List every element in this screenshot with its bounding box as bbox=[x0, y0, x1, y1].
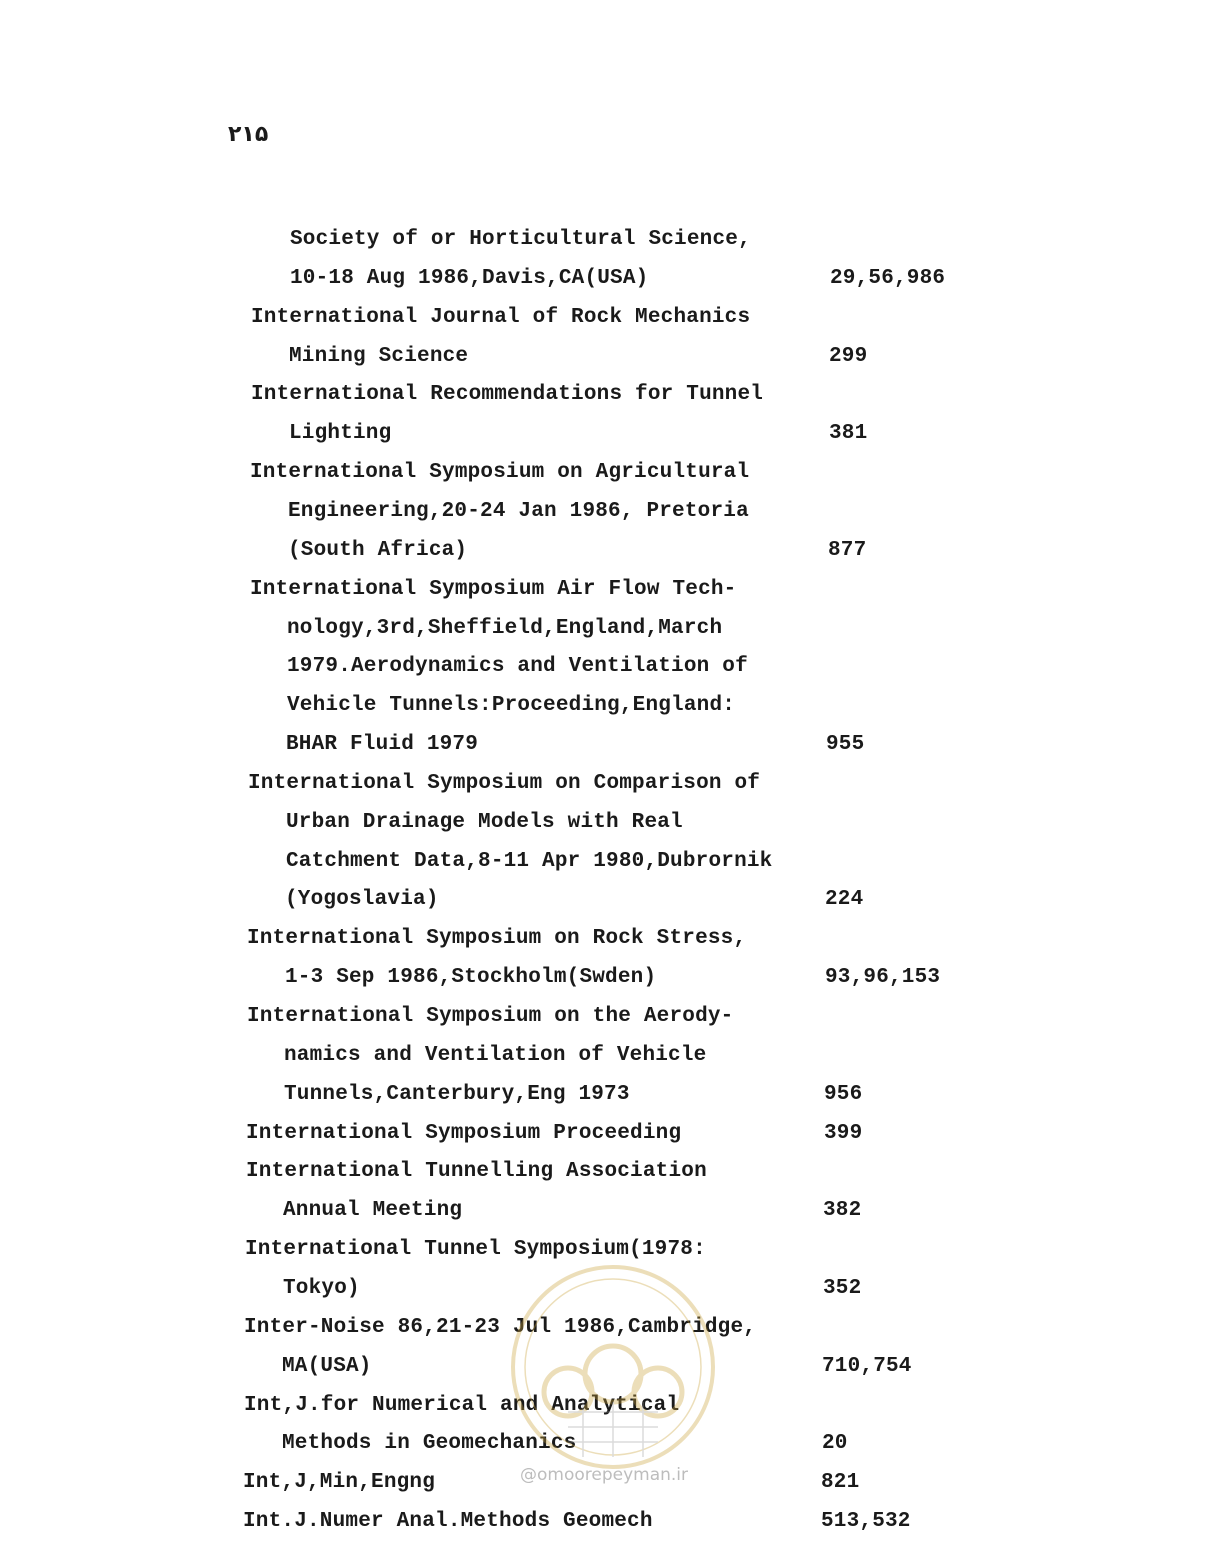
entry-text: Tokyo) bbox=[283, 1276, 360, 1300]
entry-text: BHAR Fluid 1979 bbox=[286, 733, 479, 757]
entry-page-numbers: 821 bbox=[821, 1471, 860, 1495]
index-entry-line bbox=[251, 298, 960, 337]
entry-text: MA(USA) bbox=[282, 1354, 372, 1378]
index-entry-line bbox=[248, 764, 960, 803]
entry-text: International Recommendations for Tunnel bbox=[251, 383, 764, 407]
entry-text: 10-18 Aug 1986,Davis,CA(USA) bbox=[290, 266, 649, 290]
entry-text: Catchment Data,8-11 Apr 1980,Dubrornik bbox=[286, 849, 773, 873]
index-entry-line bbox=[290, 259, 960, 298]
entry-text: 1979.Aerodynamics and Ventilation of bbox=[287, 655, 748, 679]
entry-text: International Symposium Air Flow Tech- bbox=[250, 577, 737, 601]
index-entry-line bbox=[286, 725, 960, 764]
entry-text: Int.J.Numer Anal.Methods Geomech bbox=[243, 1510, 653, 1534]
entry-text: International Symposium on Comparison of bbox=[248, 771, 761, 795]
index-entry-line bbox=[283, 1269, 960, 1308]
entry-page-numbers: 381 bbox=[829, 422, 868, 446]
entry-page-numbers: 382 bbox=[823, 1199, 862, 1223]
index-entry-line bbox=[285, 958, 960, 997]
index-entry-line bbox=[250, 453, 960, 492]
entry-page-numbers: 877 bbox=[828, 538, 867, 562]
index-entry-line bbox=[284, 1036, 960, 1075]
entry-page-numbers: 20 bbox=[822, 1432, 848, 1456]
entry-text: (Yogoslavia) bbox=[285, 888, 439, 912]
index-entry-line bbox=[287, 686, 960, 725]
entry-text: International Symposium on Agricultural bbox=[250, 461, 750, 485]
index-entry-line bbox=[246, 1152, 960, 1191]
index-entry-line bbox=[286, 803, 960, 842]
entry-page-numbers: 352 bbox=[823, 1276, 862, 1300]
index-entry-line bbox=[290, 220, 960, 259]
entry-page-numbers: 955 bbox=[826, 733, 865, 757]
entry-page-numbers: 513,532 bbox=[821, 1510, 911, 1534]
index-entry-line bbox=[287, 647, 960, 686]
entry-page-numbers: 710,754 bbox=[822, 1354, 912, 1378]
index-entry-line bbox=[247, 997, 960, 1036]
index-entry-line bbox=[250, 570, 960, 609]
entry-text: Tunnels,Canterbury,Eng 1973 bbox=[284, 1082, 630, 1106]
entry-text: Lighting bbox=[289, 422, 392, 446]
entry-text: Urban Drainage Models with Real bbox=[286, 810, 683, 834]
entry-page-numbers: 399 bbox=[824, 1121, 863, 1145]
index-entry-line bbox=[251, 375, 960, 414]
entry-text: Engineering,20-24 Jan 1986, Pretoria bbox=[288, 499, 749, 523]
index-entry-line bbox=[243, 1502, 960, 1541]
watermark-text: @omoorepeyman.ir bbox=[520, 1465, 689, 1485]
entry-text: (South Africa) bbox=[288, 538, 468, 562]
index-entry-line bbox=[288, 531, 960, 570]
index-entry-line bbox=[287, 609, 960, 648]
index-entry-line bbox=[282, 1347, 960, 1386]
entry-text: Inter-Noise 86,21-23 Jul 1986,Cambridge, bbox=[244, 1315, 757, 1339]
entry-text: International Tunnel Symposium(1978: bbox=[245, 1238, 706, 1262]
entry-page-numbers: 224 bbox=[825, 888, 864, 912]
entry-page-numbers: 299 bbox=[829, 344, 868, 368]
index-entry-line bbox=[289, 337, 960, 376]
entry-page-numbers: 956 bbox=[824, 1082, 863, 1106]
index-entry-line bbox=[289, 414, 960, 453]
entry-text: International Journal of Rock Mechanics bbox=[251, 305, 751, 329]
index-entry-line bbox=[286, 842, 960, 881]
index-entry-line bbox=[284, 1075, 960, 1114]
entry-text: Vehicle Tunnels:Proceeding,England: bbox=[287, 694, 736, 718]
index-entry-line bbox=[247, 919, 960, 958]
page-number: ۲۱۵ bbox=[228, 122, 269, 147]
entry-text: Annual Meeting bbox=[283, 1199, 463, 1223]
entry-page-numbers: 29,56,986 bbox=[830, 266, 946, 290]
index-entry-line bbox=[285, 880, 960, 919]
entry-text: International Symposium Proceeding bbox=[246, 1121, 682, 1145]
index-entry-line bbox=[244, 1308, 960, 1347]
entry-text: Int,J.for Numerical and Analytical bbox=[244, 1393, 680, 1417]
entry-text: Int,J,Min,Engng bbox=[243, 1471, 436, 1495]
entry-text: nology,3rd,Sheffield,England,March bbox=[287, 616, 723, 640]
index-entry-line bbox=[246, 1114, 960, 1153]
entry-text: International Symposium on the Aerody- bbox=[247, 1005, 734, 1028]
entry-text: namics and Ventilation of Vehicle bbox=[284, 1043, 707, 1067]
index-entry-line bbox=[245, 1230, 960, 1269]
entry-text: Society of or Horticultural Science, bbox=[290, 228, 751, 251]
entry-text: International Symposium on Rock Stress, bbox=[247, 927, 747, 951]
index-entry-line bbox=[244, 1386, 960, 1425]
entry-text: Methods in Geomechanics bbox=[282, 1432, 577, 1456]
entry-page-numbers: 93,96,153 bbox=[825, 966, 941, 990]
index-entry-line bbox=[282, 1424, 960, 1463]
entry-text: Mining Science bbox=[289, 344, 469, 368]
entry-text: 1-3 Sep 1986,Stockholm(Swden) bbox=[285, 966, 657, 990]
entry-text: International Tunnelling Association bbox=[246, 1160, 707, 1184]
index-entry-line bbox=[283, 1191, 960, 1230]
index-entry-line bbox=[288, 492, 960, 531]
